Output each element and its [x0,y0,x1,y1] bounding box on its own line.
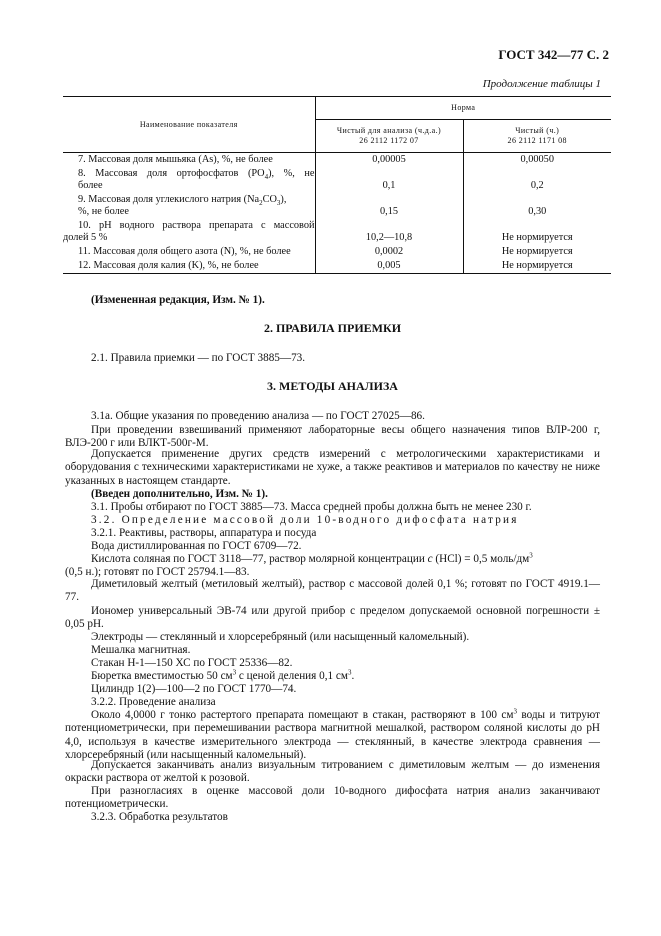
row-value-1: 0,15 [315,193,463,219]
section-2-title: 2. ПРАВИЛА ПРИЕМКИ [263,321,402,335]
paragraph: При разногласиях в оценке массовой доли 10-водного дифосфата натрия анализ заканчивают потенциометрически. [65,785,600,811]
paragraph-note: (Введен дополнительно, Изм. № 1). [91,488,268,500]
paragraph: При проведении взвешиваний применяют лабораторные весы общего назначения типов ВЛР-200 г, ВЛЭ-200 г или ВЛКТ-500г-М. [65,424,600,450]
paragraph: Электроды — стеклянный и хлорсеребряный (или насыщенный каломельный). [91,631,470,643]
paragraph: 3.1. Пробы отбирают по ГОСТ 3885—73. Масса средней пробы должна быть не менее 230 г. [91,501,532,513]
table-row [63,193,611,219]
paragraph: Бюретка вместимостью 50 $см^3$ с ценой деления 0,1 $см^3$. [91,668,355,682]
row-name: 11. Массовая доля общего азота (N), %, не более [78,246,291,257]
row-value-2: Не нормируется [463,219,611,245]
paragraph: Мешалка магнитная. [91,644,191,656]
paragraph: 3.1а. Общие указания по проведению анализа — по ГОСТ 27025—86. [91,410,425,422]
row-value-1: 10,2—10,8 [315,219,463,245]
paragraph: 3.2.2. Проведение анализа [91,696,216,708]
paragraph: Стакан Н-1—150 ХС по ГОСТ 25336—82. [91,657,293,669]
table-row [63,153,611,168]
paragraph: Вода дистиллированная по ГОСТ 6709—72. [91,540,302,552]
paragraph: Кислота соляная по ГОСТ 3118—77, раствор молярной концентрации c (HCl) = 0,5 моль/$дм^3$ (0,5 н.); готовят по ГОСТ 25794.1—83. [65,551,533,579]
col-header-pure-analysis: Чистый для анализа (ч.д.а.) 26 2112 1172 07 [315,120,463,153]
paragraph: Допускается применение других средств измерений с метрологическими характеристиками и оборудования с техническими характеристиками не хуже, а также реактивов и материалов по качеству не ниже указанных в настоящем стандарте. [65,448,600,487]
table-continuation-note: Продолжение таблицы 1 [482,78,601,90]
row-name: 10. pH водного раствора препарата с массовой долей 5 % [63,220,315,243]
table-row [63,167,611,193]
row-value-2: 0,00050 [463,153,611,168]
row-value-2: Не нормируется [463,245,611,259]
paragraph: Допускается заканчивать анализ визуальным титрованием с диметиловым желтым — до изменения окраски раствора от желтой к розовой. [65,759,600,785]
row-name: 8. Массовая доля ортофосфатов $(PO_4)$, %, не более [78,168,315,191]
row-value-1: 0,1 [315,167,463,193]
paragraph-subtitle: 3.2. Определение массовой доли 10-водного дифосфата натрия [91,514,519,526]
norms-table [63,96,611,274]
page-header: ГОСТ 342—77 С. 2 [498,47,609,62]
row-name: 7. Массовая доля мышьяка (As), %, не более [78,154,273,165]
table-row [63,219,611,245]
table-row [63,245,611,259]
row-value-1: 0,005 [315,259,463,274]
table-row [63,259,611,274]
col-header-norm: Норма [315,97,611,120]
row-value-2: 0,30 [463,193,611,219]
row-value-2: Не нормируется [463,259,611,274]
paragraph: 3.2.3. Обработка результатов [91,811,228,823]
edited-note: (Измененная редакция, Изм. № 1). [91,294,265,306]
paragraph: Около 4,0000 г тонко растертого препарата помещают в стакан, растворяют в 100 $см^3$ воды и титруют потенциометрически, при перемешивании раствора магнитной мешалкой, раствором соляной кислоты до pH 4,0, используя в качестве измерительного электрода — стеклянный, в качестве электрода сравнения — хлорсеребряный (или насыщенный каломельный). [65,707,601,761]
paragraph: 2.1. Правила приемки — по ГОСТ 3885—73. [91,352,306,364]
section-3-title: 3. МЕТОДЫ АНАЛИЗА [267,379,398,393]
row-name: 12. Массовая доля калия (K), %, не более [78,260,259,271]
row-value-2: 0,2 [463,167,611,193]
row-value-1: 0,0002 [315,245,463,259]
paragraph: 3.2.1. Реактивы, растворы, аппаратура и посуда [91,527,317,539]
col-header-name: Наименование показателя [63,97,315,153]
paragraph: Цилиндр 1(2)—100—2 по ГОСТ 1770—74. [91,683,297,695]
row-name: 9. Массовая доля углекислого натрия $(Na_2CO_3)$, %, не более [78,194,287,217]
paragraph: Диметиловый желтый (метиловый желтый), раствор с массовой долей 0,1 %; готовят по ГОСТ 4919.1—77. [65,578,600,604]
row-value-1: 0,00005 [315,153,463,168]
paragraph: Иономер универсальный ЭВ-74 или другой прибор с пределом допускаемой основной погрешности ± 0,05 pH. [65,605,600,631]
col-header-pure: Чистый (ч.) 26 2112 1171 08 [463,120,611,153]
